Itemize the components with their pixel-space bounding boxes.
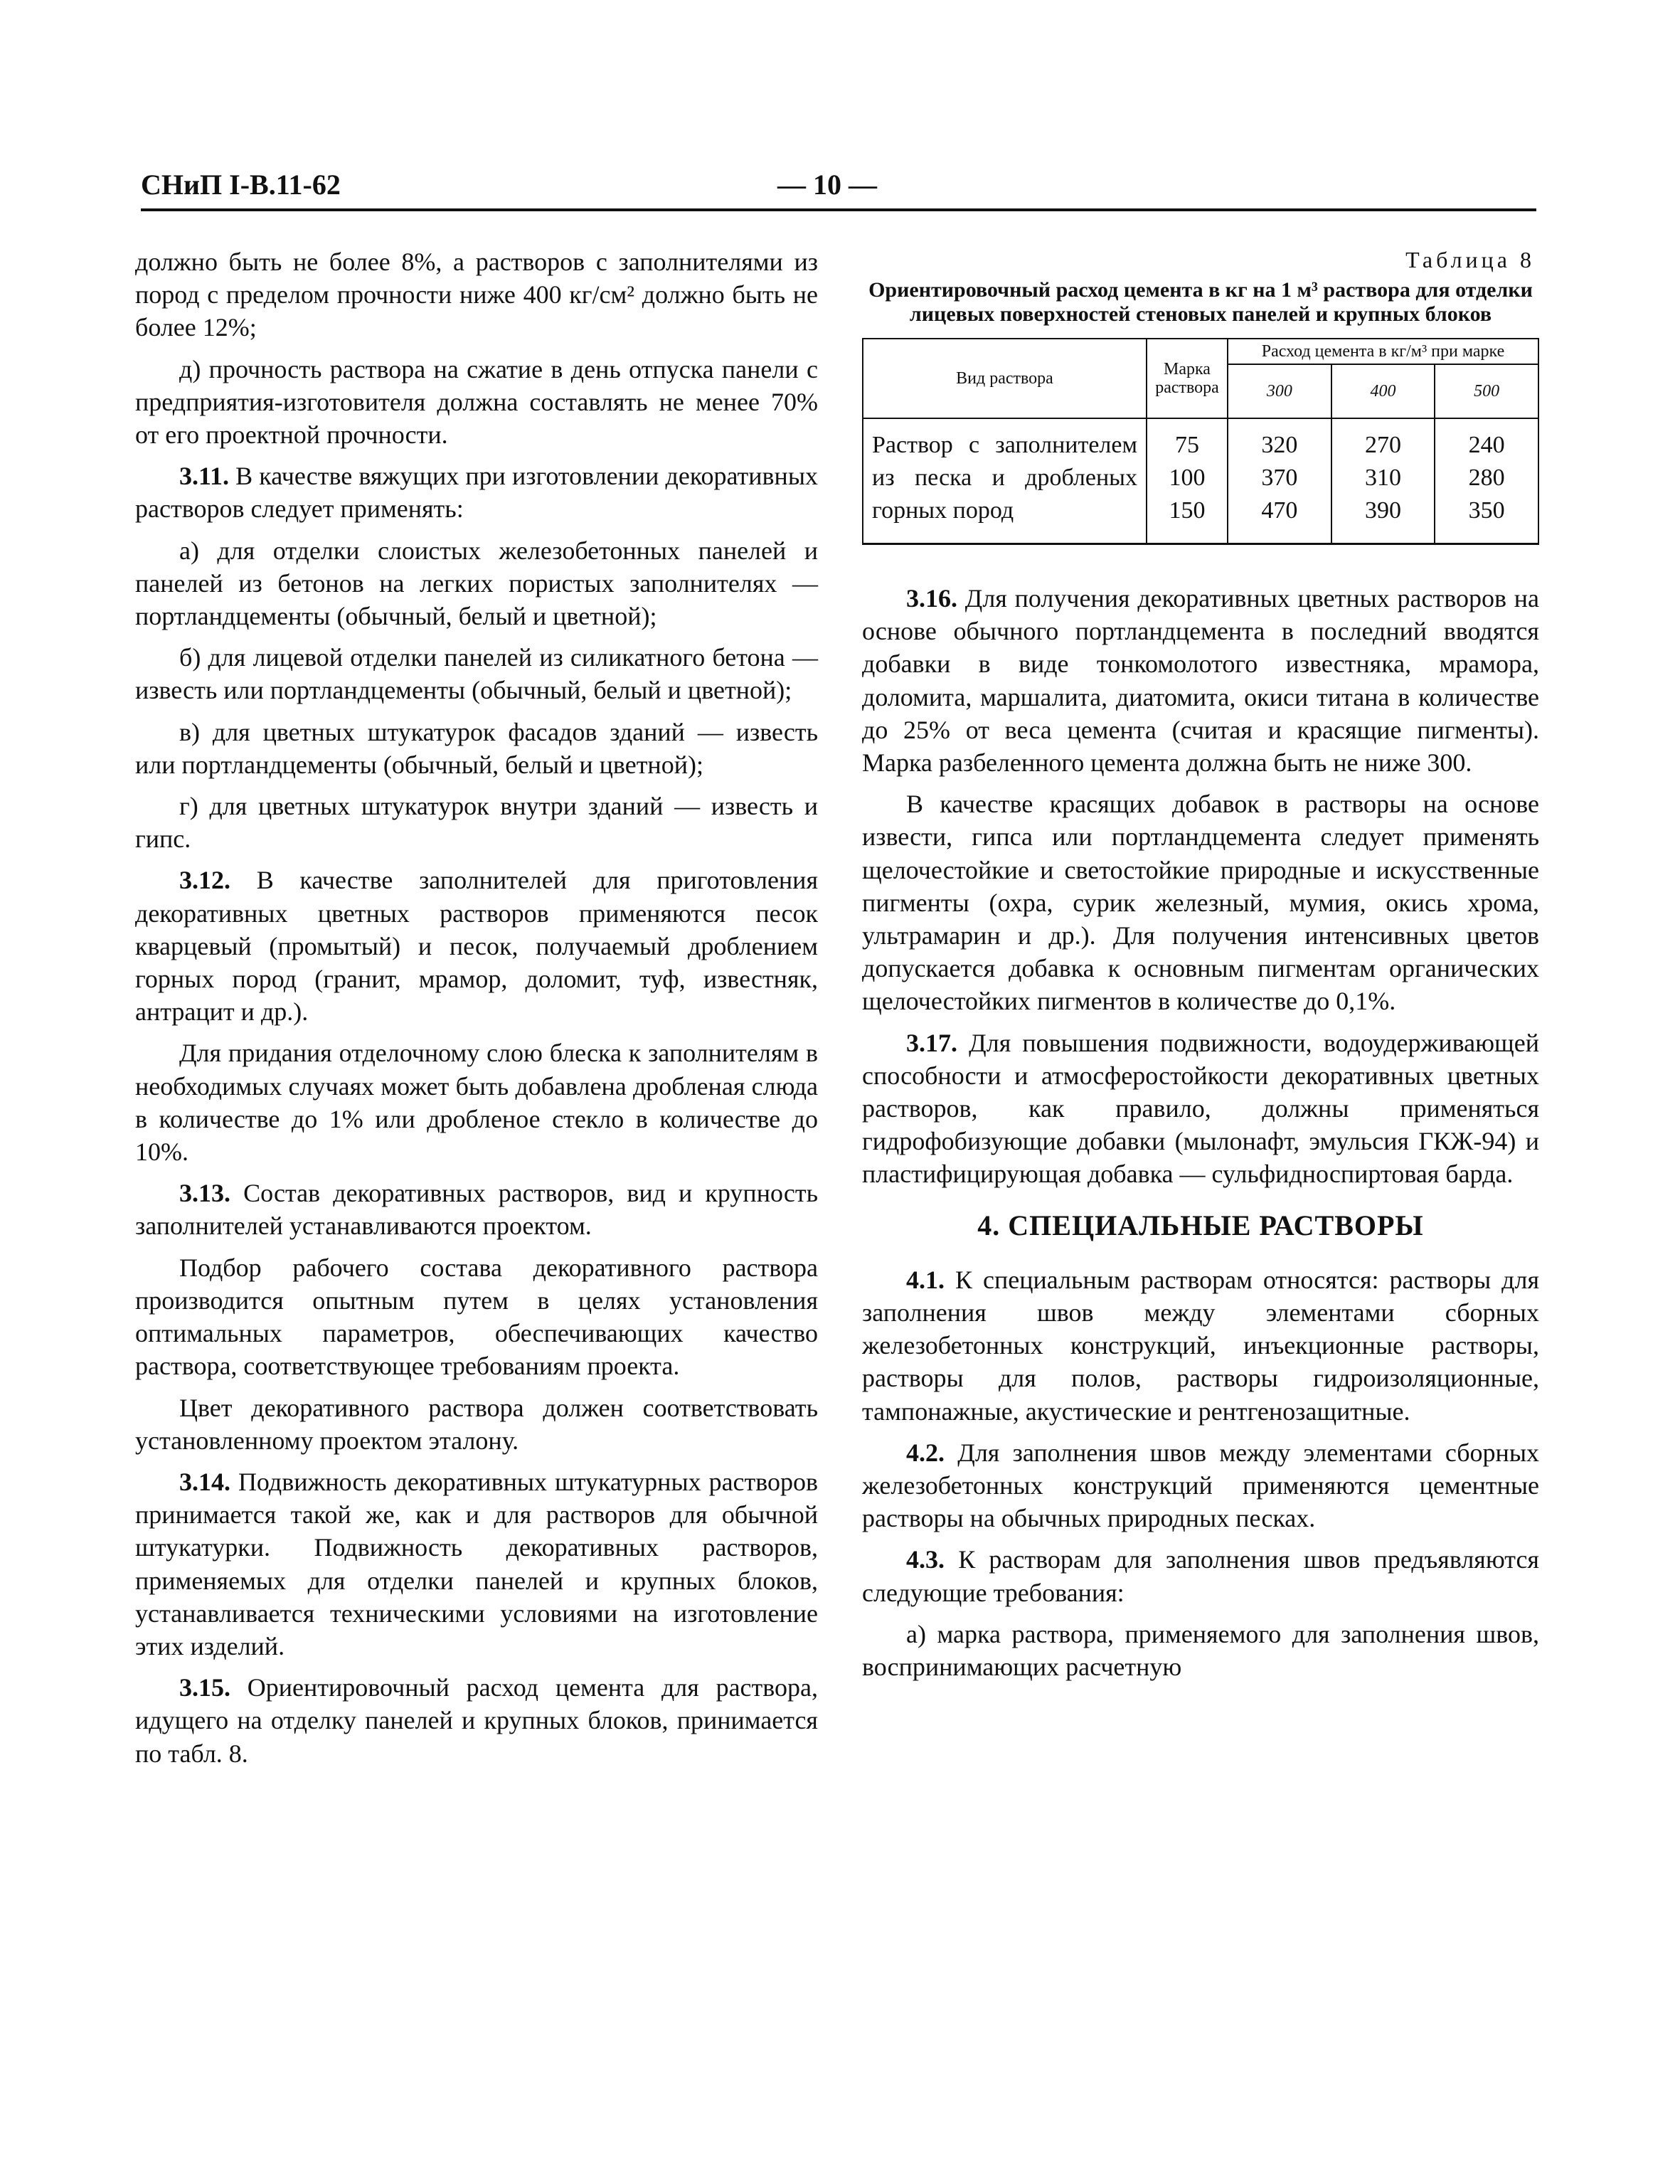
- paragraph: г) для цветных штукатурок внутри зданий — известь и гипс.: [135, 792, 818, 854]
- col-header-300: 300: [1228, 364, 1331, 418]
- col-header-500: 500: [1435, 364, 1538, 418]
- clause-text: Для заполнения швов между элементами сборных железобетонных конструкций применяются цементные растворы на обычных природных песках.: [862, 1438, 1540, 1533]
- clause-number: 3.16.: [906, 584, 957, 613]
- header-rule: [141, 208, 1536, 211]
- cell-value: 270: [1364, 432, 1401, 458]
- col-header-type: Вид раствора: [863, 339, 1147, 418]
- cell-consumption-300: [1228, 418, 1331, 544]
- cell-value: 100: [1169, 465, 1206, 491]
- cement-consumption-table: [862, 338, 1539, 545]
- cell-grades: [1147, 418, 1228, 544]
- clause-number: 4.3.: [906, 1545, 945, 1574]
- clause-number: 3.15.: [179, 1673, 230, 1702]
- page-number: — 10 —: [777, 169, 877, 201]
- paragraph-3-13: [135, 1177, 818, 1242]
- cell-value: 280: [1468, 465, 1505, 491]
- cell-consumption-400: [1331, 418, 1435, 544]
- page-header: [141, 165, 1535, 208]
- table-label: Таблица 8: [1405, 247, 1535, 272]
- cell-value: 470: [1261, 497, 1298, 524]
- paragraph: д) прочность раствора на сжатие в день отпуска панели с предприятия-изготовителя должна составлять не менее 70% от его проектной прочности.: [135, 354, 818, 450]
- paragraph-4-1: [862, 1263, 1539, 1428]
- cell-value: 350: [1468, 497, 1505, 524]
- paragraph-3-16: [862, 582, 1539, 779]
- table-row: [863, 418, 1538, 544]
- clause-number: 4.1.: [906, 1265, 945, 1294]
- right-column: [862, 245, 1539, 1692]
- col-header-grade: Марка раствора: [1147, 339, 1228, 418]
- left-column: [135, 245, 818, 1779]
- paragraph-4-2: [862, 1436, 1539, 1535]
- cell-value: 370: [1261, 465, 1298, 491]
- col-header-cement-group: Расход цемента в кг/м³ при марке: [1228, 339, 1538, 364]
- cell-value: 390: [1364, 497, 1401, 524]
- clause-text: В качестве вяжущих при изготовлении декоративных растворов следует применять:: [135, 462, 819, 524]
- col-header-400: 400: [1331, 364, 1435, 418]
- paragraph: должно быть не более 8%, а растворов с заполнителями из пород с пределом прочности ниже 400 кг/см² должно быть не более 12%;: [135, 248, 818, 342]
- table-caption: Ориентировочный расход цемента в кг на 1 м³ раствора для отделки лицевых поверхностей стеновых панелей и крупных блоков: [868, 278, 1533, 326]
- clause-number: 4.2.: [906, 1438, 945, 1467]
- cell-consumption-500: [1435, 418, 1538, 544]
- paragraph: а) марка раствора, применяемого для заполнения швов, воспринимающих расчетную: [862, 1619, 1539, 1682]
- clause-text: К растворам для заполнения швов предъявляются следующие требования:: [862, 1545, 1539, 1607]
- clause-number: 3.14.: [179, 1467, 230, 1496]
- cell-mortar-type: Раствор с заполнителем из песка и дробленых горных пород: [863, 418, 1147, 544]
- cell-value: 310: [1364, 465, 1401, 491]
- paragraph-4-3: [862, 1543, 1539, 1608]
- table-header-row: [863, 339, 1538, 364]
- clause-text: Для повышения подвижности, водоудерживающей способности и атмосферостойкости декоративных цветных растворов, как правило, должны применяться гидрофобизующие добавки (мылонафт, эмульсия ГКЖ-94) и пластифицирующая добавка — сульфидноспиртовая барда.: [862, 1028, 1540, 1189]
- cell-value: 240: [1468, 432, 1505, 458]
- clause-number: 3.17.: [906, 1028, 957, 1057]
- paragraph: в) для цветных штукатурок фасадов зданий — известь или портландцементы (обычный, белый и цветной);: [135, 717, 818, 779]
- paragraph: Подбор рабочего состава декоративного раствора производится опытным путем в целях установления оптимальных параметров, обеспечивающих качество раствора, соответствующее требованиям проекта.: [135, 1253, 818, 1381]
- cell-value: 150: [1169, 497, 1206, 524]
- clause-number: 3.12.: [179, 866, 230, 895]
- paragraph: а) для отделки слоистых железобетонных панелей и панелей из бетонов на легких пористых заполнителях — портландцементы (обычный, белый и цветной);: [135, 536, 818, 631]
- cell-value: 75: [1175, 432, 1199, 458]
- clause-text: Подвижность декоративных штукатурных растворов принимается такой же, как и для растворов для обычной штукатурки. Подвижность декоративных растворов, применяемых для отделки панелей и крупных блоков, устанавливается техническими условиями на изготовление этих изделий.: [135, 1467, 819, 1660]
- paragraph-3-15: [135, 1671, 818, 1770]
- clause-number: 3.13.: [179, 1179, 230, 1208]
- paragraph-3-12: [135, 864, 818, 1028]
- paragraph-3-11: [135, 460, 818, 525]
- paragraph: б) для лицевой отделки панелей из силикатного бетона — известь или портландцементы (обычный, белый и цветной);: [135, 643, 818, 705]
- clause-text: Ориентировочный расход цемента для раствора, идущего на отделку панелей и крупных блоков, принимается по табл. 8.: [135, 1673, 818, 1768]
- cell-value: 320: [1261, 432, 1298, 458]
- clause-text: В качестве заполнителей для приготовления декоративных цветных растворов применяются песок кварцевый (промытый) и песок, получаемый дроблением горных пород (гранит, мрамор, доломит, туф, известняк, антрацит и др.).: [135, 866, 819, 1027]
- clause-text: Состав декоративных растворов, вид и крупность заполнителей устанавливаются проектом.: [135, 1179, 818, 1241]
- document-code: СНиП I-В.11-62: [141, 169, 341, 201]
- clause-text: Для получения декоративных цветных растворов на основе обычного портландцемента в последний вводятся добавки в виде тонкомолотого известняка, мрамора, доломита, маршалита, диатомита, окиси титана в количестве до 25% от веса цемента (считая и красящие пигменты). Марка разбеленного цемента должна быть не ниже 300.: [862, 584, 1539, 778]
- paragraph-3-14: [135, 1465, 818, 1663]
- section-heading: 4. СПЕЦИАЛЬНЫЕ РАСТВОРЫ: [977, 1209, 1424, 1241]
- paragraph: Для придания отделочному слою блеска к заполнителям в необходимых случаях может быть добавлена дробленая слюда в количестве до 1% или дробленое стекло в количестве до 10%.: [135, 1039, 818, 1167]
- clause-text: К специальным растворам относятся: растворы для заполнения швов между элементами сборных железобетонных конструкций, инъекционные растворы, растворы для полов, растворы гидроизоляционные, тампонажные, акустические и рентгенозащитные.: [862, 1265, 1540, 1426]
- paragraph: Цвет декоративного раствора должен соответствовать установленному проектом эталону.: [135, 1393, 818, 1455]
- clause-number: 3.11.: [179, 462, 230, 491]
- paragraph-3-17: [862, 1027, 1539, 1191]
- paragraph: В качестве красящих добавок в растворы на основе извести, гипса или портландцемента следует применять щелочестойкие и светостойкие природные и искусственные пигменты (охра, сурик железный, мумия, окись хрома, ультрамарин и др.). Для получения интенсивных цветов допускается добавка к основным пигментам органических щелочестойких пигментов в количестве до 0,1%.: [862, 790, 1539, 1016]
